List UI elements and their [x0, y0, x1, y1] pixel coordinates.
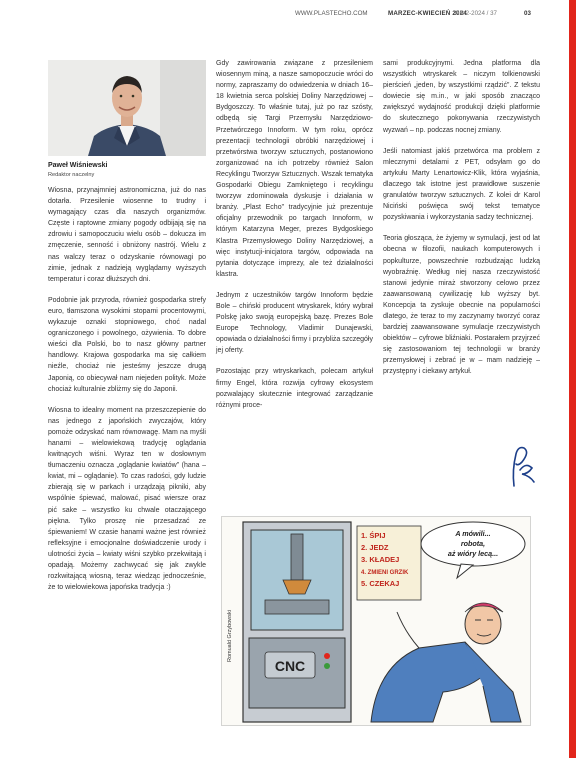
paragraph: Gdy zawirowania związane z przesileniem wiosennym miną, a nasze samopoczucie wróci do normy, zapraszamy do odwiedzenia w dniach 16–18 kwietnia serca polskiej Doliny Narzędziowej – Bydgoszczy. To właśnie tutaj, już po raz szósty, odbędą się Targi Przemysłu Narzędziowo-Przetwórczego Innoform. W tym roku, oprócz prezentacji technologii obróbki narzędziowej i przetwórstwa tworzyw sztucznych, postanowiono zorganizować na ich potrzeby również Salon Recyklingu Tworzyw Sztucznych. Wszak tematyka Gospodarki Obiegu Zamkniętego i recyklingu tworzyw zdominowała dyskusje i działania w branży. „Plast Echo” tradycyjnie już prezentuje oficjalny przewodnik po targach Innoform, w którym Katarzyna Meger, prezes Bydgoskiego Klastra Przemysłowego Doliny Narzędziowej, a więc instytucji-inicjatora targów, odpowiada na pytania dotyczące imprezy, ale też działalności klastra.	[216, 60, 373, 278]
author-role: Redaktor naczelny	[48, 172, 95, 178]
list-item: 5. CZEKAJ	[361, 579, 400, 588]
paragraph: Jednym z uczestników targów Innoform będzie Bole – chiński producent wtryskarek, który wybrał Polskę jako swoją europejską bazę. Prezes Bole Europe Technology, Vladimir Dunajewski, opowiada o działalności firmy i przybliża szczegóły jej oferty.	[216, 291, 373, 355]
column-3	[383, 58, 540, 388]
column-1	[48, 185, 206, 603]
site-url: WWW.PLASTECHO.COM	[295, 10, 368, 17]
page-header	[0, 8, 569, 20]
accent-bar	[569, 0, 576, 758]
list-item: 4. ZMIENI GRZIK	[361, 570, 409, 576]
column-2	[216, 58, 373, 421]
paragraph: Pozostając przy wtryskarkach, polecam artykuł firmy Engel, która rozwija cyfrowy ekosystem pozwalający skutecznie integrować zarządzanie różnymi proce-	[216, 368, 373, 409]
paragraph: Teoria głosząca, że żyjemy w symulacji, jest od lat obecna w filozofii, naukach komputerowych i popkulturze, powszechnie rozbudzając ludzką wyobraźnię. Według niej nasza rzeczywistość stanowi jedynie miraż stworzony celowo przez zaawansowaną cywilizację lub wyższy byt. Koncepcja ta zyskuje obecnie na popularności dlatego, że teraz to my zaczynamy tworzyć coraz bardziej zaawansowane symulacje rzeczywistych obiektów – cyfrowe bliźniaki. Postarałem przyjrzeć się zastosowaniom tej technologii w branży przemysłowej i zebrać je w – mam nadzieję – przystępny i ciekawy artykuł.	[383, 235, 540, 376]
issue-date: MARZEC-KWIECIEŃ 2024	[388, 10, 467, 17]
list-item: 1. ŚPIJ	[361, 531, 386, 540]
page-number: 03	[524, 10, 531, 17]
cartoon-artist: Romuald Grzybowski	[227, 610, 233, 662]
author-photo	[48, 60, 206, 156]
issue-number: NR 2-2024 / 37	[455, 10, 497, 17]
author-name: Paweł Wiśniewski	[48, 162, 108, 169]
list-item: 3. KŁADEJ	[361, 555, 400, 564]
cartoon-illustration	[221, 516, 531, 726]
list-item: 2. JEDZ	[361, 543, 389, 552]
paragraph: Podobnie jak przyroda, również gospodarka strefy euro, tłamszona wysokimi stopami procentowymi, wykazuje oznaki stopniowego, choć nadal ograniczonego i powolnego, ożywienia. To dobre wieści dla Polski, bo to nasz główny partner handlowy. Krajowa gospodarka ma się całkiem nieźle, chociaż nie jesteśmy jeszcze drugą Japonią, co obiecywał nam niejeden polityk. Może chociaż kulturalnie zbliżmy się do Japonii.	[48, 296, 206, 393]
bubble-line: robota,	[460, 539, 486, 548]
paragraph: Jeśli natomiast jakiś przetwórca ma problem z mlecznymi detalami z PET, odsyłam go do artykułu Marty Lenartowicz-Klik, która wyjaśnia, dlaczego tak istotne jest prawidłowe suszenie granulatów tworzyw sztucznych. Z kolei dr Karol Niciński poświęca swój tekst tematyce pozyskiwania i wykorzystania sadzy technicznej.	[383, 147, 540, 222]
paragraph: Wiosna, przynajmniej astronomiczna, już do nas dotarła. Przesilenie wiosenne to trudny i wymagający czas dla naszych organizmów. Częste i raptowne zmiany pogody odbijają się na zdrowiu i samopoczuciu wielu osób – dokucza im zmęczenie, senność i obniżony nastrój. Wielu z nas walczy teraz o odzyskanie równowagi po zimie, jednak z nadzieją wyglądamy wyższych temperatur i coraz dłuższych dni.	[48, 187, 206, 283]
bubble-line: aż wióry lecą...	[447, 549, 499, 558]
cnc-label: CNC	[274, 658, 306, 674]
handwritten-signature	[506, 440, 538, 490]
paragraph: sami produkcyjnymi. Jedna platforma dla wszystkich wtryskarek – niczym tolkienowski pierścień „jeden, by wszystkimi rządzić”. Z tekstu dowiecie się m.in., w jaki sposób znacząco zwiększyć wydajność produkcji dzięki platformie do skutecznego pokonywania rzeczywistych wyzwań – np. podczas nocnej zmiany.	[383, 60, 540, 134]
paragraph: Wiosna to idealny moment na przeszczepienie do nas jednego z japońskich zwyczajów, który pomoże odzyskać nam równowagę. Mam na myśli hanami – wielowiekową tradycję oglądania kwitnących wiśni. Wyraz ten w dosłownym tłumaczeniu oznacza „oglądanie kwiatów” (hana – kwiat, mi – oglądanie). To czas radości, gdy ludzie zbierają się w parkach i urządzają pikniki, aby wspólnie śpiewać, malować, pisać wiersze oraz pić sake – wszystko ku chwale otaczającego piękna. Tylko proszę nie przesadzać ze śpiewaniem! W czasie hanami ważne jest również refleksyjne i emocjonalne doświadczenie urody i ulotności życia – kwiaty wiśni szybko przekwitają i opadają. Możemy zachwycać się jak zwykle rozkwitającą wiosną, teraz wiedząc jednocześnie, że to wielowiekowa japońska tradycja :)	[48, 406, 206, 592]
bubble-line: A mówili...	[455, 529, 491, 538]
